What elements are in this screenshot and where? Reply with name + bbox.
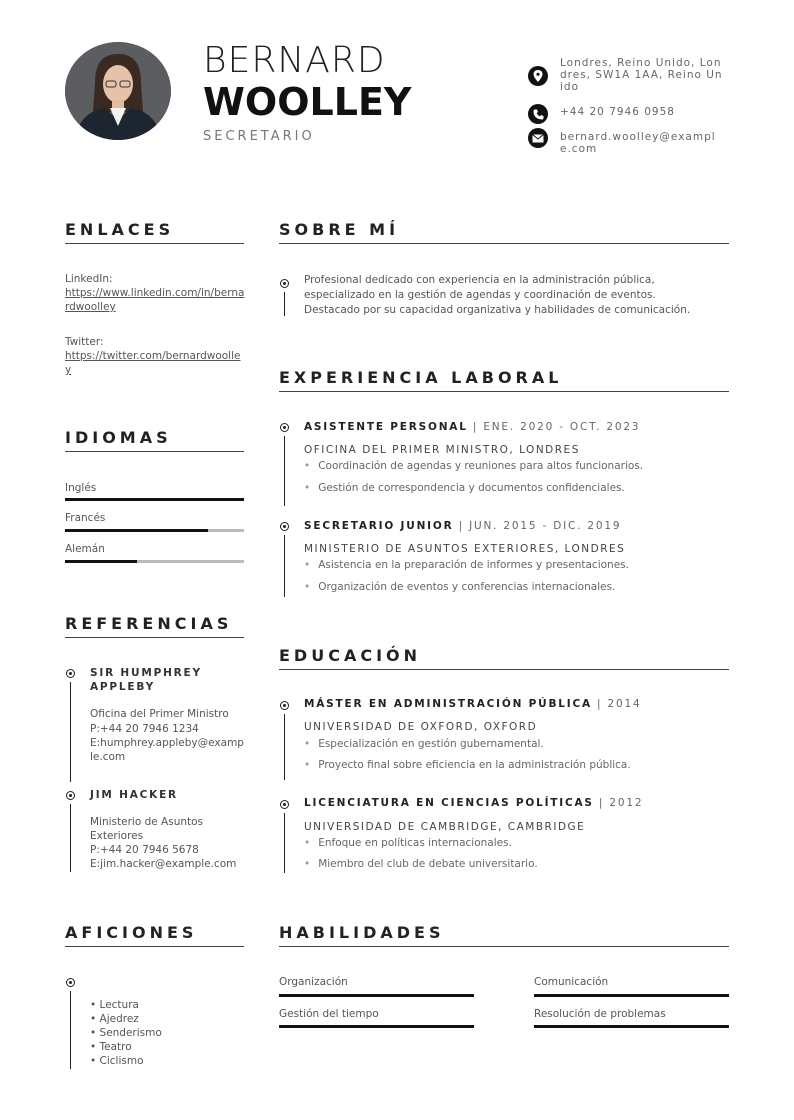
about-rule xyxy=(279,243,729,244)
education-bullet: • Miembro del club de debate universitario. xyxy=(304,858,538,870)
language-level-bar xyxy=(65,560,244,563)
skill-name: Organización xyxy=(279,976,348,988)
references-rule xyxy=(65,637,244,638)
skill-name: Gestión del tiempo xyxy=(279,1008,379,1020)
email-icon xyxy=(528,128,548,148)
languages-heading: IDIOMAS xyxy=(65,428,172,447)
timeline-line xyxy=(70,804,71,872)
language-level-fill xyxy=(65,498,244,501)
skill-level-bar xyxy=(534,994,729,997)
first-name: BERNARD xyxy=(203,40,386,81)
education-year: | 2014 xyxy=(591,698,642,710)
reference-phone: P:+44 20 7946 1234 xyxy=(90,723,199,735)
phone-text: +44 20 7946 0958 xyxy=(560,106,675,118)
skill-level-bar xyxy=(534,1025,729,1028)
linkedin-link[interactable]: https://www.linkedin.com/in/bernardwoolley xyxy=(65,287,245,313)
reference-name: SIR HUMPHREY APPLEBY xyxy=(90,667,202,693)
about-line: Destacado por su capacidad organizativa y habilidades de comunicación. xyxy=(304,304,691,316)
links-rule xyxy=(65,243,244,244)
hobbies-rule xyxy=(65,946,244,947)
timeline-dot xyxy=(280,800,289,809)
phone-icon xyxy=(528,104,548,124)
hobby-item: • Lectura xyxy=(90,999,139,1011)
education-bullet: • Enfoque en políticas internacionales. xyxy=(304,837,512,849)
last-name: WOOLLEY xyxy=(203,80,412,124)
timeline-dot xyxy=(66,791,75,800)
reference-email: E:humphrey.appleby@example.com xyxy=(90,737,244,763)
education-heading-line xyxy=(304,698,641,710)
timeline-line xyxy=(284,813,285,873)
language-level-fill xyxy=(65,560,137,563)
reference-org: Ministerio de Asuntos Exteriores xyxy=(90,816,204,842)
timeline-line xyxy=(284,714,285,780)
job-dates: | JUN. 2015 - DIC. 2019 xyxy=(453,520,622,532)
education-heading-line xyxy=(304,797,643,809)
education-degree: LICENCIATURA EN CIENCIAS POLÍTICAS xyxy=(304,797,594,809)
education-org: UNIVERSIDAD DE OXFORD, OXFORD xyxy=(304,721,538,733)
timeline-line xyxy=(284,436,285,506)
education-heading: EDUCACIÓN xyxy=(279,646,422,665)
hobby-item: • Teatro xyxy=(90,1041,132,1053)
languages-rule xyxy=(65,451,244,452)
education-bullet: • Especialización en gestión gubernamental. xyxy=(304,738,544,750)
job-bullet: • Asistencia en la preparación de informes y presentaciones. xyxy=(304,559,629,571)
skill-level-fill xyxy=(534,1025,729,1028)
timeline-dot xyxy=(280,701,289,710)
reference-phone: P:+44 20 7946 5678 xyxy=(90,844,199,856)
job-bullet: • Gestión de correspondencia y documentos confidenciales. xyxy=(304,482,625,494)
job-role: SECRETARIO JUNIOR xyxy=(304,520,454,532)
experience-rule xyxy=(279,391,729,392)
links-heading: ENLACES xyxy=(65,220,175,239)
skill-level-fill xyxy=(534,994,729,997)
references-heading: REFERENCIAS xyxy=(65,614,233,633)
linkedin-label: LinkedIn: xyxy=(65,273,113,285)
language-name: Alemán xyxy=(65,543,105,555)
skill-level-bar xyxy=(279,1025,474,1028)
hobby-item: • Ajedrez xyxy=(90,1013,139,1025)
skill-level-bar xyxy=(279,994,474,997)
skill-name: Comunicación xyxy=(534,976,609,988)
reference-name: JIM HACKER xyxy=(90,789,178,801)
skill-name: Resolución de problemas xyxy=(534,1008,666,1020)
skill-level-fill xyxy=(279,1025,474,1028)
profile-photo xyxy=(65,42,171,140)
job-title: SECRETARIO xyxy=(203,129,315,144)
timeline-dot xyxy=(280,522,289,531)
language-name: Francés xyxy=(65,512,106,524)
language-level-fill xyxy=(65,529,208,532)
timeline-dot xyxy=(66,978,75,987)
address-text: Londres, Reino Unido, Londres, SW1A 1AA, Reino Unido xyxy=(560,57,723,93)
about-heading: SOBRE MÍ xyxy=(279,220,400,239)
hobby-item: • Senderismo xyxy=(90,1027,162,1039)
timeline-dot xyxy=(66,669,75,678)
timeline-dot xyxy=(280,279,289,288)
education-degree: MÁSTER EN ADMINISTRACIÓN PÚBLICA xyxy=(304,698,592,710)
email-text[interactable]: bernard.woolley@example.com xyxy=(560,131,716,155)
timeline-line xyxy=(70,682,71,782)
skills-heading: HABILIDADES xyxy=(279,923,445,942)
skills-rule xyxy=(279,946,729,947)
job-org: MINISTERIO DE ASUNTOS EXTERIORES, LONDRES xyxy=(304,543,626,555)
language-level-bar xyxy=(65,498,244,501)
experience-heading: EXPERIENCIA LABORAL xyxy=(279,368,563,387)
job-dates: | ENE. 2020 - OCT. 2023 xyxy=(467,421,641,433)
location-pin-icon xyxy=(528,66,548,86)
education-year: | 2012 xyxy=(593,797,644,809)
timeline-line xyxy=(70,991,71,1069)
education-rule xyxy=(279,669,729,670)
language-level-bar xyxy=(65,529,244,532)
about-line: Profesional dedicado con experiencia en la administración pública, xyxy=(304,274,655,286)
job-bullet: • Organización de eventos y conferencias internacionales. xyxy=(304,581,615,593)
twitter-link[interactable]: https://twitter.com/bernardwoolley xyxy=(65,350,241,376)
job-org: OFICINA DEL PRIMER MINISTRO, LONDRES xyxy=(304,444,580,456)
timeline-dot xyxy=(280,423,289,432)
job-heading xyxy=(304,421,640,433)
hobbies-heading: AFICIONES xyxy=(65,923,198,942)
twitter-label: Twitter: xyxy=(65,336,104,348)
education-org: UNIVERSIDAD DE CAMBRIDGE, CAMBRIDGE xyxy=(304,821,586,833)
education-bullet: • Proyecto final sobre eficiencia en la administración pública. xyxy=(304,759,631,771)
job-heading xyxy=(304,520,621,532)
job-role: ASISTENTE PERSONAL xyxy=(304,421,468,433)
hobby-item: • Ciclismo xyxy=(90,1055,144,1067)
language-name: Inglés xyxy=(65,482,97,494)
skill-level-fill xyxy=(279,994,474,997)
reference-org: Oficina del Primer Ministro xyxy=(90,708,229,720)
reference-email: E:jim.hacker@example.com xyxy=(90,858,237,870)
timeline-line xyxy=(284,535,285,597)
timeline-line xyxy=(284,292,285,316)
job-bullet: • Coordinación de agendas y reuniones para altos funcionarios. xyxy=(304,460,643,472)
about-line: especializado en la gestión de agendas y coordinación de eventos. xyxy=(304,289,656,301)
